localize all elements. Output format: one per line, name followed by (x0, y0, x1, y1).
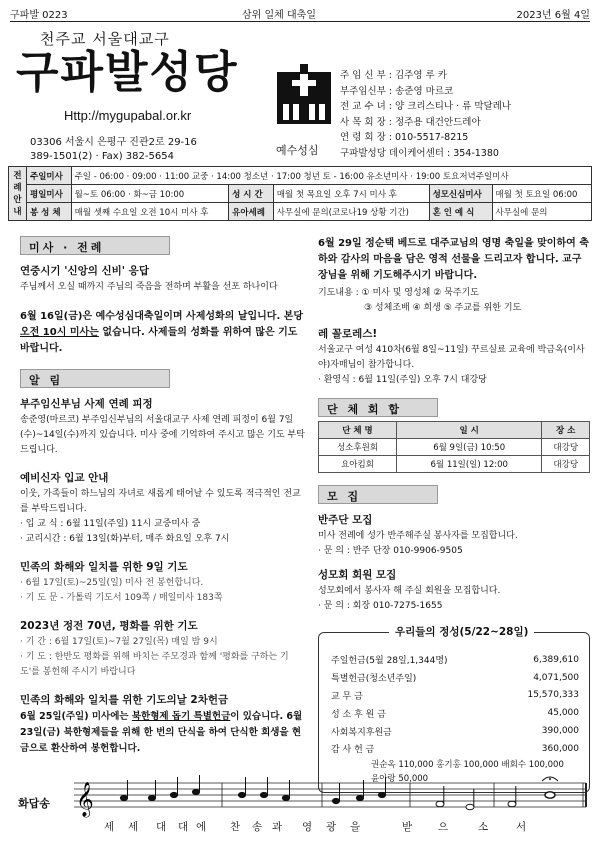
group-section-bar: 단 체 회 합 (318, 398, 438, 417)
lyric-syllable: 을 (350, 821, 361, 833)
cursillo-line: · 환영식 : 6월 11일(주일) 오후 7시 대강당 (318, 375, 487, 385)
parish-name: 구파발성당 (16, 47, 239, 98)
group-meeting-table (318, 421, 590, 473)
offering-row: 감 사 헌 금 360,000 (331, 743, 579, 756)
cursillo-text: 서울교구 여성 410차(6월 8일~11일) 꾸르실료 교육에 박금옥(이사야)자매님이 참가합니다. (318, 345, 585, 370)
staff-line: 구파발성당 데이케어센터 : 354-1380 (340, 147, 499, 159)
sacred-heart-notice: 6월 16일(금)은 예수성심대축일이며 사제성화의 날입니다. 본당 오전 10시 미사는 없습니다. 사제들의 성화를 위하여 많은 기도바랍니다. (20, 311, 304, 354)
sacred-heart-logo-icon (275, 64, 333, 124)
lyric-syllable: 찬 (230, 821, 241, 833)
accompanist-heading: 반주단 모집 (318, 514, 373, 526)
top-info-line (10, 4, 590, 22)
lyric-syllable: 으 (438, 821, 449, 833)
staff-list (340, 68, 511, 162)
staff-line: 사 목 회 장 : 정주용 대건안드레아 (340, 116, 481, 128)
peace-prayer-line: · 기 간 : 6월 17일(토)~7월 27일(목) 매일 밤 9시 (20, 637, 218, 647)
cursillo-heading: 레 꼴로레스! (318, 328, 378, 340)
table-header-row: 단 체 명 일 시 장 소 (319, 422, 590, 439)
lyric-syllable: 세 (128, 821, 139, 833)
offering-row: 교 무 금 15,570,333 (331, 690, 579, 702)
recruit-section-bar: 모 집 (318, 485, 438, 504)
mothers-group-contact: · 문 의 : 회장 010-7275-1655 (318, 601, 443, 611)
lyric-syllable: 대 (156, 821, 167, 833)
lyric-syllable: 소 (478, 821, 489, 833)
issue-number: 구파발 0223 (10, 10, 68, 21)
staff-line: 부주임신부 : 송준영 마르코 (340, 85, 454, 97)
retreat-heading: 부주임신부님 사제 연례 피정 (20, 398, 153, 410)
schedule-side-label: 전례안내 (9, 167, 27, 221)
lyric-syllable: 받 (402, 821, 413, 833)
lyrics-row (104, 819, 590, 834)
lyric-syllable: 대 (178, 821, 189, 833)
mass-section-bar: 미사 · 전례 (20, 236, 170, 255)
logo-caption: 예수성심 (276, 144, 319, 157)
catechumen-heading: 예비신자 입교 안내 (20, 472, 109, 484)
lyric-syllable: 서 (516, 821, 527, 833)
lyric-syllable: 에 (196, 821, 207, 833)
psalm-label: 화답송 (18, 797, 50, 810)
collection-text: 6월 25일(주일) 미사에는 북한형제 돕기 특별헌금이 있습니다. 6월 23일(금) 북한형제들을 위해 한 번의 단식을 하여 단식한 희생을 현금으로 환산하여 봉헌합니다. (20, 711, 303, 754)
issue-date: 2023년 6월 4일 (516, 10, 590, 21)
lyric-syllable: 영 (302, 821, 313, 833)
catechumen-text: 이웃, 가족들이 하느님의 자녀로 새롭게 태어날 수 있도록 적극적인 전교를 부탁드립니다. (20, 489, 301, 514)
offering-box (318, 626, 590, 793)
peace-prayer-heading: 2023년 정전 70년, 평화를 위한 기도 (20, 620, 198, 632)
diocese-name: 천주교 서울대교구 (40, 30, 170, 48)
offering-row: 특별헌금(청소년주일) 4,071,500 (331, 672, 579, 685)
staff-line: 전 교 수 녀 : 양 크리스티나 · 류 막달레나 (340, 101, 512, 113)
svg-text:𝄞: 𝄞 (76, 782, 94, 817)
novena-line: · 기 도 문 - 가톨릭 기도서 109쪽 / 매일미사 183쪽 (20, 593, 223, 603)
website-url[interactable]: Http://mygupabal.or.kr (64, 108, 192, 123)
lyric-syllable: 세 (104, 821, 115, 833)
offering-row: 주일헌금(5월 28일,1,344명) 6,389,610 (331, 654, 579, 667)
music-staff (74, 775, 590, 819)
psalm-response (18, 775, 590, 835)
prayer-content-line: ③ 성체조배 ④ 희생 ⑤ 주교를 위한 기도 (364, 303, 522, 313)
prayer-content-line: 기도내용 : ① 미사 및 영성체 ② 묵주기도 (318, 288, 479, 298)
sunday-title: 삼위 일체 대축일 (242, 10, 316, 21)
thanksgiving-donors: 윤아랑 50,000 (371, 773, 429, 784)
notice-section-bar: 알 림 (20, 369, 170, 388)
offering-row: 성 소 후 원 금 45,000 (331, 708, 579, 720)
lyric-syllable: 광 (326, 821, 337, 833)
mass-text: 주님께서 오실 때까지 주님의 죽음을 전하며 부활을 선포 하나이다 (20, 282, 278, 292)
retreat-text: 송준영(마르코) 부주임신부님의 서울대교구 사제 연례 피정이 6월 7일(수)~14일(수)까지 있습니다. 미사 중에 기억하여 주시고 많은 기도 부탁드립니다. (20, 415, 305, 455)
lyric-syllable: 과 (272, 821, 283, 833)
peace-prayer-line: · 기 도 : 한반도 평화를 위해 바치는 주모경과 함께 '평화를 구하는 기도'를 봉헌해 주시기 바랍니다 (20, 652, 289, 677)
accompanist-text: 미사 전례에 성가 반주해주실 봉사자를 모집합니다. (318, 531, 518, 541)
liturgy-schedule-table: 전례안내 주일미사 주일 - 06:00 · 09:00 · 11:00 교중 · 14:00 청소년 · 17:00 청년 토 - 16:00 유소년미사 · 19:00 토요저녁주일미사 평일미사 월~토 06:00 · 화~금 10:00 성 시 간 매월 첫 목요일 오후 7시 미사 후 성모신심미사 매월 첫 토요일 06:00 봉 성 체 매월 셋째 수요일 오전 10시 미사 후 유아세례 사무실에 문의(코로나19 상황 기간) 혼 인 예 식 사무실에 문의 (8, 166, 592, 221)
catechumen-line: · 입 교 식 : 6월 11일(주일) 11시 교중미사 중 (20, 519, 201, 529)
left-column (20, 236, 305, 757)
staff-line: 주 임 신 부 : 김주영 루 카 (340, 70, 447, 81)
parish-address: 03306 서울시 은평구 진관2로 29-16 389-1501(2) · Fax) 382-5654 (30, 137, 197, 162)
archbishop-feast-text: 6월 29일 정순택 베드로 대주교님의 영명 축일을 맞이하여 축하와 감사의 마음을 담은 영적 선물을 드리고자 합니다. 교구장님을 위해 기도해주시기 바랍니다. (318, 238, 589, 281)
staff-line: 연 령 회 장 : 010-5517-8215 (340, 132, 469, 144)
thanksgiving-donors: 권순옥 110,000 홍기홍 100,000 배회수 100,000 (371, 759, 564, 770)
lyric-syllable: 송 (252, 821, 263, 833)
collection-heading: 민족의 화해와 일치를 위한 기도의날 2차헌금 (20, 694, 229, 706)
table-row: 요아킴회 6월 11일(일) 12:00 대강당 (319, 456, 590, 473)
masthead (10, 26, 590, 166)
right-column (318, 236, 590, 793)
table-row: 성소후원회 6월 9일(금) 10:50 대강당 (319, 439, 590, 456)
mothers-group-text: 성모회에서 봉사자 해 주실 회원을 모집합니다. (318, 586, 501, 596)
offering-row: 사회복지후원금 390,000 (331, 726, 579, 738)
novena-line: · 6월 17일(토)~25일(일) 미사 전 봉헌합니다. (20, 578, 204, 588)
accompanist-contact: · 문 의 : 반주 단장 010-9906-9505 (318, 546, 463, 556)
mass-heading: 연중시기 '신앙의 신비' 응답 (20, 265, 149, 277)
novena-heading: 민족의 화해와 일치를 위한 9일 기도 (20, 561, 188, 573)
mothers-group-heading: 성모회 회원 모집 (318, 569, 397, 581)
catechumen-line: · 교리시간 : 6월 13일(화)부터, 매주 화요일 오후 7시 (20, 534, 230, 544)
offering-title: 우리들의 정성(5/22~28일) (389, 624, 534, 639)
